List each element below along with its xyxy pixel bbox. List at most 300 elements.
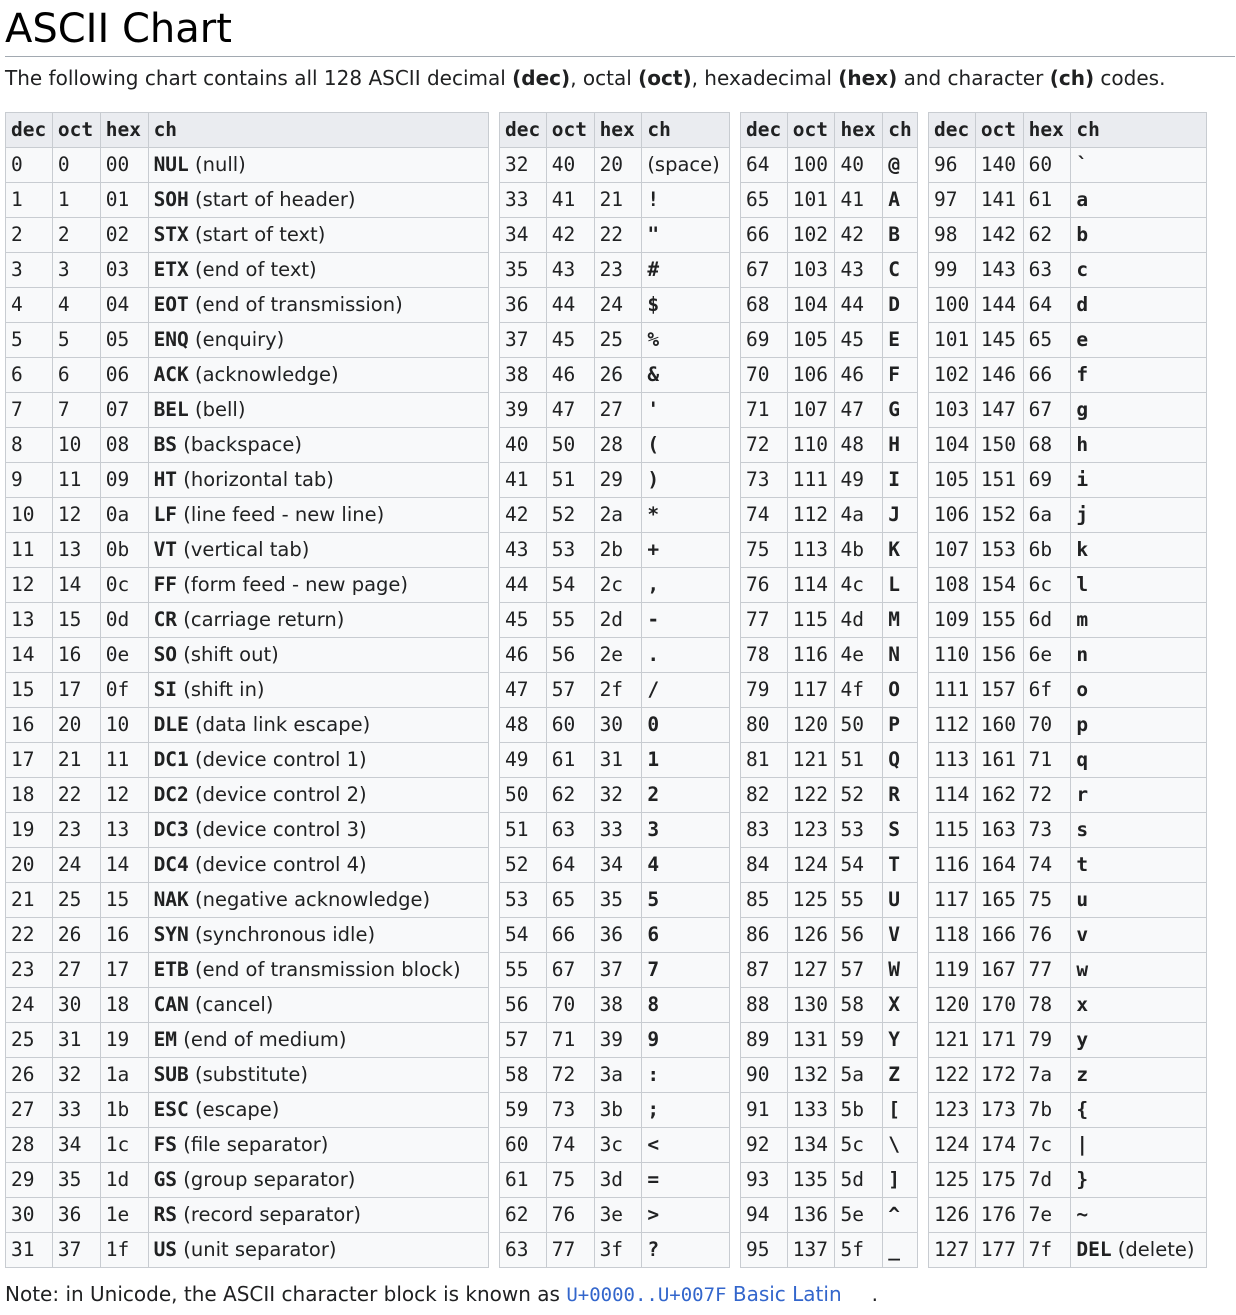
dec-cell: 82 [741,778,788,813]
table-row [500,148,730,183]
ch-cell [642,1198,730,1233]
ch-cell [1071,1233,1207,1268]
control-abbreviation: SOH [153,188,189,211]
dec-cell: 53 [500,883,547,918]
character-glyph: k [1076,538,1089,561]
character-glyph: @ [888,153,900,176]
hex-cell: 08 [100,428,148,463]
hex-cell: 47 [835,393,883,428]
table-row [6,1128,489,1163]
oct-cell: 42 [546,218,594,253]
character-glyph: 0 [647,713,660,736]
oct-cell: 124 [787,848,835,883]
character-glyph: * [647,503,660,526]
ch-cell [642,288,730,323]
oct-cell: 30 [52,988,100,1023]
table-row [929,673,1207,708]
ch-cell [148,1058,488,1093]
table-row [6,1093,489,1128]
control-abbreviation: DC2 [153,783,189,806]
oct-cell: 10 [52,428,100,463]
control-abbreviation: GS [153,1168,178,1191]
character-glyph: c [1076,258,1089,281]
hex-cell: 16 [100,918,148,953]
control-description: (data link escape) [188,713,371,736]
character-glyph: P [888,713,900,736]
table-row [6,918,489,953]
character-glyph: ? [647,1238,660,1261]
hex-cell: 7e [1023,1198,1071,1233]
control-abbreviation: ACK [153,363,189,386]
hex-cell: 49 [835,463,883,498]
table-row [500,883,730,918]
dec-cell: 17 [6,743,53,778]
dec-cell: 94 [741,1198,788,1233]
control-abbreviation: DEL [1076,1238,1112,1261]
table-row [741,1128,918,1163]
oct-cell: 104 [787,288,835,323]
oct-cell: 40 [546,148,594,183]
hex-cell: 78 [1023,988,1071,1023]
ch-cell [883,743,918,778]
oct-cell: 100 [787,148,835,183]
dec-cell: 11 [6,533,53,568]
oct-cell: 125 [787,883,835,918]
ch-cell [883,953,918,988]
ch-cell [148,603,488,638]
table-row [929,288,1207,323]
control-description: (acknowledge) [188,363,339,386]
control-description: (end of transmission) [188,293,403,316]
character-glyph: U [888,888,900,911]
ch-cell [883,393,918,428]
oct-cell: 167 [975,953,1023,988]
oct-cell: 153 [975,533,1023,568]
table-row [929,1093,1207,1128]
dec-cell: 122 [929,1058,976,1093]
dec-cell: 112 [929,708,976,743]
oct-cell: 77 [546,1233,594,1268]
hex-cell: 79 [1023,1023,1071,1058]
ch-cell [1071,673,1207,708]
ascii-table-lowercase [928,112,1207,1268]
oct-cell: 16 [52,638,100,673]
table-row [6,428,489,463]
hex-cell: 13 [100,813,148,848]
ch-cell [148,148,488,183]
oct-cell: 110 [787,428,835,463]
control-abbreviation: ETB [153,958,189,981]
control-description: (null) [188,153,246,176]
table-row [929,708,1207,743]
dec-cell: 70 [741,358,788,393]
ch-cell [148,358,488,393]
ch-cell [642,393,730,428]
ch-cell [148,1128,488,1163]
hex-cell: 75 [1023,883,1071,918]
ch-cell [642,883,730,918]
hex-cell: 24 [594,288,642,323]
table-row [929,498,1207,533]
hex-cell: 0e [100,638,148,673]
character-glyph: i [1076,468,1089,491]
ch-cell [148,743,488,778]
table-row [929,883,1207,918]
column-header-ch: ch [883,113,918,148]
table-row [6,953,489,988]
control-description: (device control 2) [188,783,367,806]
oct-cell: 46 [546,358,594,393]
hex-cell: 38 [594,988,642,1023]
character-glyph: ` [1076,153,1089,176]
oct-cell: 67 [546,953,594,988]
hex-cell: 54 [835,848,883,883]
oct-cell: 13 [52,533,100,568]
character-glyph: = [647,1168,660,1191]
character-glyph: ( [647,433,660,456]
intro-text-1: The following chart contains all 128 ASCII decimal [5,66,513,90]
table-row [929,148,1207,183]
oct-cell: 3 [52,253,100,288]
dec-cell: 7 [6,393,53,428]
table-row [500,603,730,638]
hex-cell: 5d [835,1163,883,1198]
oct-cell: 54 [546,568,594,603]
dec-cell: 80 [741,708,788,743]
character-glyph: x [1076,993,1089,1016]
dec-cell: 39 [500,393,547,428]
ch-cell [883,1198,918,1233]
dec-cell: 33 [500,183,547,218]
table-row [929,463,1207,498]
oct-cell: 152 [975,498,1023,533]
table-row [500,1058,730,1093]
ch-cell [1071,1023,1207,1058]
character-glyph: ; [647,1098,660,1121]
oct-cell: 76 [546,1198,594,1233]
oct-cell: 120 [787,708,835,743]
character-glyph: X [888,993,900,1016]
ch-cell [1071,603,1207,638]
table-row [929,358,1207,393]
oct-cell: 131 [787,1023,835,1058]
table-row [929,743,1207,778]
table-row [6,148,489,183]
character-glyph: Y [888,1028,900,1051]
character-glyph: ~ [1076,1203,1089,1226]
oct-cell: 132 [787,1058,835,1093]
ch-cell [148,953,488,988]
table-row [500,428,730,463]
hex-cell: 35 [594,883,642,918]
ch-cell [148,1198,488,1233]
intro-oct: (oct) [638,66,692,90]
ch-cell [883,183,918,218]
hex-cell: 5b [835,1093,883,1128]
hex-cell: 1d [100,1163,148,1198]
table-row [500,813,730,848]
ch-cell [642,918,730,953]
control-abbreviation: CAN [153,993,189,1016]
column-header-oct: oct [52,113,100,148]
dec-cell: 69 [741,323,788,358]
table-row [929,533,1207,568]
table-row [929,1198,1207,1233]
table-row [6,358,489,393]
table-row [741,813,918,848]
table-row [929,988,1207,1023]
dec-cell: 12 [6,568,53,603]
ch-cell [148,183,488,218]
character-glyph: A [888,188,900,211]
table-row [929,918,1207,953]
character-glyph: v [1076,923,1089,946]
ch-cell [148,1233,488,1268]
table-row [741,673,918,708]
ch-cell [1071,253,1207,288]
ch-cell [883,253,918,288]
oct-cell: 1 [52,183,100,218]
dec-cell: 24 [6,988,53,1023]
character-glyph: ' [647,398,660,421]
ch-cell [883,288,918,323]
hex-cell: 40 [835,148,883,183]
dec-cell: 6 [6,358,53,393]
ch-cell [148,848,488,883]
hex-cell: 63 [1023,253,1071,288]
dec-cell: 96 [929,148,976,183]
dec-cell: 64 [741,148,788,183]
oct-cell: 165 [975,883,1023,918]
hex-cell: 27 [594,393,642,428]
dec-cell: 51 [500,813,547,848]
oct-cell: 21 [52,743,100,778]
control-description: (device control 3) [188,818,367,841]
hex-cell: 57 [835,953,883,988]
hex-cell: 4e [835,638,883,673]
ch-cell [642,743,730,778]
ch-cell [642,1058,730,1093]
basic-latin-link-code[interactable]: U+0000..U+007F [566,1284,727,1306]
control-description: (delete) [1111,1238,1195,1261]
character-glyph: j [1076,503,1089,526]
oct-cell: 122 [787,778,835,813]
table-row [6,183,489,218]
dec-cell: 95 [741,1233,788,1268]
character-glyph: O [888,678,900,701]
oct-cell: 66 [546,918,594,953]
dec-cell: 121 [929,1023,976,1058]
oct-cell: 114 [787,568,835,603]
table-row [6,1198,489,1233]
oct-cell: 31 [52,1023,100,1058]
table-row [500,1198,730,1233]
hex-cell: 3d [594,1163,642,1198]
table-row [741,743,918,778]
hex-cell: 17 [100,953,148,988]
oct-cell: 63 [546,813,594,848]
character-glyph: m [1076,608,1089,631]
dec-cell: 68 [741,288,788,323]
control-description: (record separator) [177,1203,361,1226]
oct-cell: 116 [787,638,835,673]
character-glyph: > [647,1203,660,1226]
control-abbreviation: VT [153,538,178,561]
character-glyph: 9 [647,1028,660,1051]
character-glyph: 1 [647,748,660,771]
intro-ch: (ch) [1049,66,1095,90]
character-glyph: Q [888,748,900,771]
control-description: (end of text) [188,258,317,281]
column-header-oct: oct [975,113,1023,148]
dec-cell: 124 [929,1128,976,1163]
ch-cell [1071,463,1207,498]
dec-cell: 78 [741,638,788,673]
control-description: (unit separator) [177,1238,337,1261]
oct-cell: 157 [975,673,1023,708]
character-glyph: 7 [647,958,660,981]
table-row [741,1233,918,1268]
hex-cell: 53 [835,813,883,848]
table-row [6,218,489,253]
table-row [500,1128,730,1163]
hex-cell: 72 [1023,778,1071,813]
dec-cell: 43 [500,533,547,568]
dec-cell: 4 [6,288,53,323]
hex-cell: 48 [835,428,883,463]
control-abbreviation: STX [153,223,189,246]
table-header-row [929,113,1207,148]
table-row [6,1233,489,1268]
oct-cell: 164 [975,848,1023,883]
dec-cell: 115 [929,813,976,848]
control-abbreviation: BEL [153,398,189,421]
oct-cell: 0 [52,148,100,183]
hex-cell: 66 [1023,358,1071,393]
table-row [741,1093,918,1128]
ch-cell [1071,1163,1207,1198]
control-abbreviation: ENQ [153,328,189,351]
control-abbreviation: DC3 [153,818,189,841]
ch-cell [148,218,488,253]
ch-cell [1071,393,1207,428]
dec-cell: 87 [741,953,788,988]
oct-cell: 36 [52,1198,100,1233]
character-glyph: I [888,468,900,491]
dec-cell: 83 [741,813,788,848]
character-glyph: N [888,643,900,666]
intro-paragraph [5,63,1165,93]
hex-cell: 74 [1023,848,1071,883]
dec-cell: 102 [929,358,976,393]
ch-cell [642,218,730,253]
character-glyph: 5 [647,888,660,911]
character-glyph: s [1076,818,1089,841]
control-abbreviation: CR [153,608,178,631]
column-header-oct: oct [546,113,594,148]
ch-cell [1071,148,1207,183]
table-row [6,498,489,533]
dec-cell: 92 [741,1128,788,1163]
dec-cell: 32 [500,148,547,183]
oct-cell: 27 [52,953,100,988]
control-description: (enquiry) [188,328,285,351]
unicode-note [5,1279,878,1310]
table-row [500,743,730,778]
oct-cell: 101 [787,183,835,218]
ch-cell [1071,323,1207,358]
hex-cell: 3f [594,1233,642,1268]
basic-latin-link-name[interactable]: Basic Latin [726,1282,842,1306]
oct-cell: 155 [975,603,1023,638]
ch-cell [1071,1198,1207,1233]
dec-cell: 0 [6,148,53,183]
control-abbreviation: ESC [153,1098,189,1121]
table-row [6,253,489,288]
hex-cell: 51 [835,743,883,778]
ch-cell [148,988,488,1023]
oct-cell: 72 [546,1058,594,1093]
table-row [741,498,918,533]
ascii-table-control [5,112,489,1268]
table-row [500,1093,730,1128]
character-glyph: 8 [647,993,660,1016]
control-description: (group separator) [177,1168,356,1191]
dec-cell: 67 [741,253,788,288]
table-row [741,358,918,393]
oct-cell: 51 [546,463,594,498]
control-description: (cancel) [188,993,274,1016]
ch-cell [883,813,918,848]
dec-cell: 120 [929,988,976,1023]
ch-cell [148,568,488,603]
control-description: (synchronous idle) [188,923,376,946]
hex-cell: 59 [835,1023,883,1058]
intro-text-2: , octal [570,66,639,90]
dec-cell: 19 [6,813,53,848]
character-glyph: r [1076,783,1089,806]
table-row [500,1233,730,1268]
character-glyph: a [1076,188,1089,211]
ch-cell [148,463,488,498]
character-glyph: S [888,818,900,841]
ch-cell [1071,988,1207,1023]
oct-cell: 123 [787,813,835,848]
character-glyph: b [1076,223,1089,246]
control-description: (vertical tab) [177,538,310,561]
ch-cell [642,988,730,1023]
dec-cell: 8 [6,428,53,463]
table-row [6,883,489,918]
table-row [500,323,730,358]
oct-cell: 111 [787,463,835,498]
basic-latin-link[interactable] [566,1284,841,1306]
hex-cell: 18 [100,988,148,1023]
control-description: (bell) [188,398,246,421]
hex-cell: 7c [1023,1128,1071,1163]
oct-cell: 32 [52,1058,100,1093]
hex-cell: 3e [594,1198,642,1233]
table-row [500,183,730,218]
control-abbreviation: DC4 [153,853,189,876]
character-glyph: F [888,363,900,386]
oct-cell: 57 [546,673,594,708]
oct-cell: 160 [975,708,1023,743]
character-glyph: L [888,573,900,596]
hex-cell: 5c [835,1128,883,1163]
hex-cell: 36 [594,918,642,953]
note-text: Note: in Unicode, the ASCII character block is known as [5,1282,567,1306]
